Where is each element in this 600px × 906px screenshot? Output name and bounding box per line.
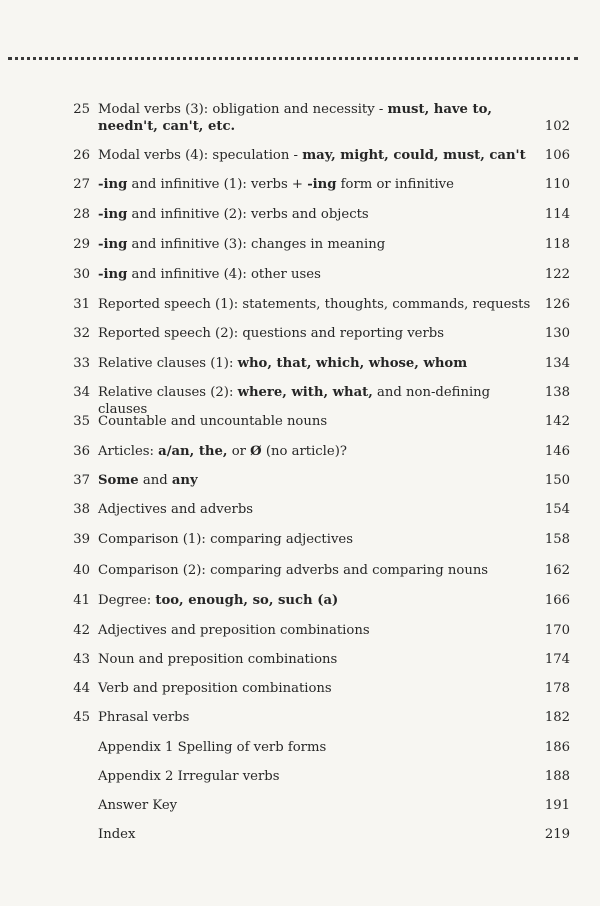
entry-page-number: 154 xyxy=(544,502,570,517)
entry-page-number: 178 xyxy=(544,681,570,696)
entry-title-bold-segment: where, with, what, xyxy=(237,385,373,400)
entry-title-segment: Reported speech (2): questions and reporting verbs xyxy=(98,326,444,341)
entry-title xyxy=(98,622,538,639)
entry-title-segment: Adjectives and adverbs xyxy=(98,502,254,517)
entry-title-segment: Modal verbs (3): obligation and necessity - xyxy=(98,102,388,117)
entry-page-number: 158 xyxy=(544,532,570,547)
entry-page-number: 146 xyxy=(544,444,570,459)
entry-title xyxy=(98,101,538,135)
entry-title xyxy=(98,592,538,609)
entry-title-segment: Articles: xyxy=(98,444,159,459)
entry-title-bold-segment: -ing xyxy=(98,237,128,252)
entry-title-segment: Answer Key xyxy=(98,798,178,813)
entry-number: 28 xyxy=(73,207,90,222)
entry-number: 42 xyxy=(73,623,90,638)
entry-page-number: 170 xyxy=(544,623,570,638)
entry-title-segment: and xyxy=(138,473,172,488)
entry-title-segment: and infinitive (3): changes in meaning xyxy=(127,237,386,252)
entry-title-segment: Comparison (2): comparing adverbs and comparing nouns xyxy=(98,563,489,578)
entry-title-bold-segment: -ing xyxy=(98,177,128,192)
entry-title xyxy=(98,709,538,726)
entry-title xyxy=(98,768,538,785)
entry-number: 30 xyxy=(73,267,90,282)
entry-page-number: 150 xyxy=(544,473,570,488)
entry-page-number: 114 xyxy=(544,207,570,222)
entry-title-segment: Adjectives and preposition combinations xyxy=(98,623,370,638)
entry-number: 29 xyxy=(73,237,90,252)
entry-title-bold-segment: -ing xyxy=(98,267,128,282)
entry-title-segment: and infinitive (2): verbs and objects xyxy=(127,207,369,222)
entry-number: 25 xyxy=(73,102,90,117)
entry-page-number: 219 xyxy=(544,827,570,842)
entry-title-segment: Relative clauses (2): xyxy=(98,385,238,400)
entry-title-bold-segment: -ing xyxy=(98,207,128,222)
entry-number: 35 xyxy=(73,414,90,429)
entry-number: 33 xyxy=(73,356,90,371)
entry-page-number: 134 xyxy=(544,356,570,371)
entry-number: 44 xyxy=(73,681,90,696)
entry-title-segment: Degree: xyxy=(98,593,156,608)
entry-title-segment: Reported speech (1): statements, thoughts, commands, requests xyxy=(98,297,531,312)
entry-title xyxy=(98,266,538,283)
entry-title-bold-segment: any xyxy=(171,473,198,488)
entry-title-bold-segment: -ing xyxy=(307,177,337,192)
entry-title xyxy=(98,355,538,372)
entry-title-segment: Noun and preposition combinations xyxy=(98,652,338,667)
entry-title-segment: Phrasal verbs xyxy=(98,710,190,725)
entry-title-segment: or xyxy=(227,444,251,459)
entry-title-bold-segment: a/an, the, xyxy=(158,444,228,459)
entry-title xyxy=(98,296,538,313)
entry-number: 39 xyxy=(73,532,90,547)
entry-title-bold-segment: Some xyxy=(98,473,139,488)
entry-number: 37 xyxy=(73,473,90,488)
entry-title-bold-segment: who, that, which, whose, whom xyxy=(237,356,468,371)
entry-title-segment: Modal verbs (4): speculation - xyxy=(98,148,303,163)
entry-title xyxy=(98,797,538,814)
entry-number: 34 xyxy=(73,385,90,400)
entry-title-segment: Appendix 1 Spelling of verb forms xyxy=(98,740,327,755)
entry-title-segment: Comparison (1): comparing adjectives xyxy=(98,532,353,547)
entry-title-segment: Countable and uncountable nouns xyxy=(98,414,328,429)
entry-page-number: 130 xyxy=(544,326,570,341)
entry-title xyxy=(98,413,538,430)
entry-title xyxy=(98,206,538,223)
entry-title xyxy=(98,472,538,489)
entry-page-number: 138 xyxy=(544,385,570,400)
entry-title xyxy=(98,739,538,756)
entry-title xyxy=(98,651,538,668)
entry-title-bold-segment: too, enough, so, such (a) xyxy=(155,593,339,608)
entry-page-number: 186 xyxy=(544,740,570,755)
entry-page-number: 188 xyxy=(544,769,570,784)
entry-page-number: 110 xyxy=(544,177,570,192)
entry-page-number: 191 xyxy=(544,798,570,813)
entry-title xyxy=(98,501,538,518)
entry-page-number: 106 xyxy=(544,148,570,163)
entry-title-segment: Verb and preposition combinations xyxy=(98,681,332,696)
entry-title xyxy=(98,176,538,193)
entry-number: 45 xyxy=(73,710,90,725)
entry-page-number: 102 xyxy=(544,119,570,134)
entry-page-number: 174 xyxy=(544,652,570,667)
entry-number: 27 xyxy=(73,177,90,192)
entry-number: 43 xyxy=(73,652,90,667)
entry-title xyxy=(98,325,538,342)
entry-title xyxy=(98,236,538,253)
entry-number: 38 xyxy=(73,502,90,517)
entry-title-segment: form or infinitive xyxy=(336,177,454,192)
entry-page-number: 122 xyxy=(544,267,570,282)
entry-title-segment: and non-defining clauses xyxy=(98,385,491,417)
entry-title xyxy=(98,443,538,460)
entry-page-number: 118 xyxy=(544,237,570,252)
entry-title xyxy=(98,147,538,164)
entry-page-number: 166 xyxy=(544,593,570,608)
entry-title xyxy=(98,826,538,843)
entry-title-bold-segment: must, have to, needn't, can't, etc. xyxy=(98,102,493,134)
entry-title-segment: and infinitive (4): other uses xyxy=(127,267,321,282)
entry-title-segment: Relative clauses (1): xyxy=(98,356,238,371)
entry-page-number: 142 xyxy=(544,414,570,429)
entry-title-segment: and infinitive (1): verbs + xyxy=(127,177,308,192)
entry-number: 31 xyxy=(73,297,90,312)
entry-title-segment: Index xyxy=(98,827,136,842)
entry-title-segment: Appendix 2 Irregular verbs xyxy=(98,769,280,784)
entry-number: 26 xyxy=(73,148,90,163)
entry-title-segment: (no article)? xyxy=(261,444,347,459)
entry-number: 32 xyxy=(73,326,90,341)
entry-title-bold-segment: Ø xyxy=(250,444,262,459)
entry-number: 36 xyxy=(73,444,90,459)
entry-title-bold-segment: may, might, could, must, can't xyxy=(302,148,526,163)
entry-page-number: 162 xyxy=(544,563,570,578)
entry-page-number: 182 xyxy=(544,710,570,725)
entry-page-number: 126 xyxy=(544,297,570,312)
entry-title xyxy=(98,680,538,697)
entry-number: 41 xyxy=(73,593,90,608)
entry-title xyxy=(98,531,538,548)
entry-title xyxy=(98,562,538,579)
entry-number: 40 xyxy=(73,563,90,578)
